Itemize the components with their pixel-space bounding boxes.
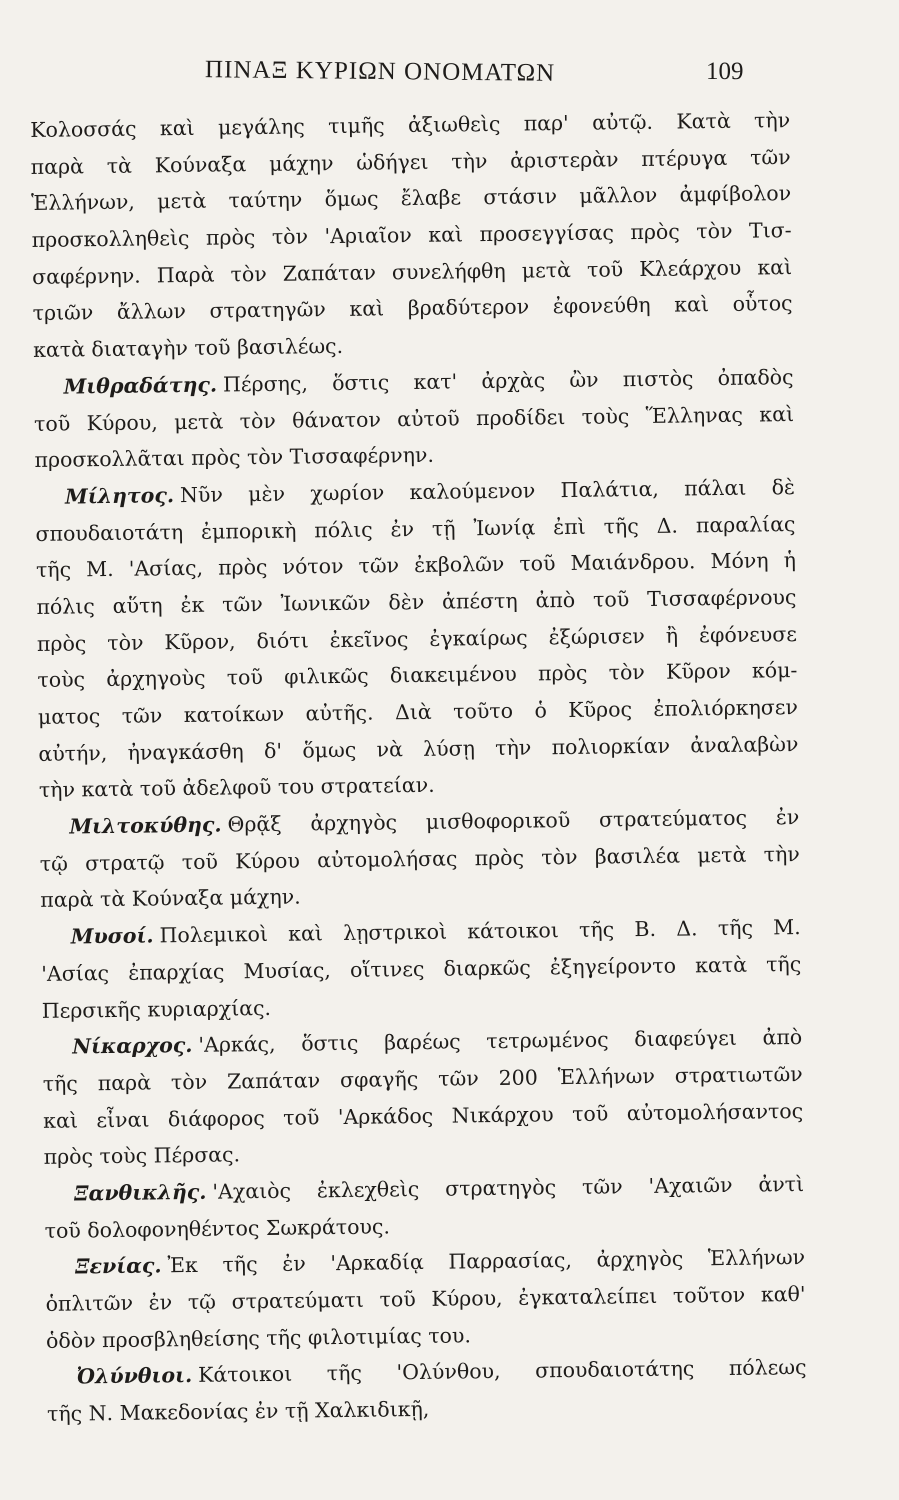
line-text: ὁδὸν προσβληθείσης τῆς φιλοτιμίας του. bbox=[45, 1323, 472, 1353]
line-text: κατὰ διαταγὴν τοῦ βασιλέως. bbox=[32, 334, 344, 363]
line-text: παρὰ τὰ Κούναξα μάχην. bbox=[40, 884, 301, 913]
line-text: τοὺς ἀρχηγοὺς τοῦ φιλικῶς διακειμένου πρὸς τὸν Κῦρον κόμ- bbox=[37, 658, 798, 693]
line-text: σπουδαιοτάτη ἐμπορικὴ πόλις ἐν τῇ Ἰωνίᾳ ἐπὶ τῆς Δ. παραλίας bbox=[35, 511, 796, 546]
line-text: τῆς Μ. 'Ασίας, πρὸς νότον τῶν ἐκβολῶν τοῦ Μαιάνδρου. Μόνη ἡ bbox=[35, 548, 797, 583]
line-text: Περσικῆς κυριαρχίας. bbox=[41, 995, 272, 1023]
line-text: τῆς παρὰ τὸν Ζαπάταν σφαγῆς τῶν 200 Ἑλλήνων στρατιωτῶν bbox=[42, 1061, 803, 1096]
line-text: τοῦ δολοφονηθέντος Σωκράτους. bbox=[44, 1214, 391, 1243]
line-text: καὶ εἶναι διάφορος τοῦ 'Αρκάδος Νικάρχου τοῦ αὐτομολήσαντος bbox=[43, 1098, 804, 1133]
entry-headword: Μίλητος. bbox=[64, 483, 175, 509]
line-text: Ἑλλήνων, μετὰ ταύτην ὅμως ἔλαβε στάσιν μᾶλλον ἀμφίβολον bbox=[31, 181, 792, 216]
index-entries bbox=[30, 102, 807, 1433]
entry-headword: Μιθραδάτης. bbox=[63, 372, 218, 399]
line-text: Νῦν μὲν χωρίον καλούμενον Παλάτια, πάλαι δὲ bbox=[179, 474, 796, 507]
line-text: Πολεμικοὶ καὶ λῃστρικοὶ κάτοικοι τῆς Β. Δ. τῆς Μ. bbox=[159, 915, 801, 948]
line-text: πόλις αὕτη ἐκ τῶν Ἰωνικῶν δὲν ἀπέστη ἀπὸ τοῦ Τισσαφέρνους bbox=[36, 584, 797, 619]
line-text: Πέρσης, ὅστις κατ' ἀρχὰς ὢν πιστὸς ὀπαδὸς bbox=[222, 364, 794, 397]
line-text: τοῦ Κύρου, μετὰ τὸν θάνατον αὐτοῦ προδίδει τοὺς Ἕλληνας καὶ bbox=[33, 401, 795, 436]
entry-headword: Ξανθικλῆς. bbox=[74, 1179, 207, 1206]
line-text: 'Ασίας ἐπαρχίας Μυσίας, οἵτινες διαρκῶς ἐξηγείροντο κατὰ τῆς bbox=[41, 951, 802, 986]
page-number: 109 bbox=[706, 58, 744, 85]
line-text: τῷ στρατῷ τοῦ Κύρου αὐτομολήσας πρὸς τὸν βασιλέα μετὰ τὴν bbox=[39, 841, 800, 876]
line-text: πρὸς τὸν Κῦρον, διότι ἐκεῖνος ἐγκαίρως ἐξώρισεν ἢ ἐφόνευσε bbox=[36, 621, 798, 656]
line-text: τὴν κατὰ τοῦ ἀδελφοῦ του στρατείαν. bbox=[38, 773, 435, 803]
line-text: Θρᾷξ ἀρχηγὸς μισθοφορικοῦ στρατεύματος ἐν bbox=[227, 805, 800, 837]
line-text: Κολοσσάς καὶ μεγάλης τιμῆς ἀξιωθεὶς παρ' αὐτῷ. Κατὰ τὴν bbox=[30, 108, 791, 142]
line-text: παρὰ τὰ Κούναξα μάχην ὡδήγει τὴν ἀριστερὰν πτέρυγα τῶν bbox=[30, 144, 791, 179]
line-text: τῆς Ν. Μακεδονίας ἐν τῇ Χαλκιδικῇ, bbox=[46, 1396, 430, 1426]
line-text: ματος τῶν κατοίκων αὐτῆς. Διὰ τοῦτο ὁ Κῦρος ἐπολιόρκησεν bbox=[37, 695, 799, 729]
line-text: σαφέρνην. Παρὰ τὸν Ζαπάταν συνελήφθη μετὰ τοῦ Κλεάρχου καὶ bbox=[31, 254, 793, 289]
running-title: ΠΙΝΑΞ ΚΥΡΙΩΝ ΟΝΟΜΑΤΩΝ bbox=[204, 56, 556, 87]
entry-headword: Ξενίας. bbox=[74, 1253, 162, 1279]
line-text: προσκολλᾶται πρὸς τὸν Τισσαφέρνην. bbox=[34, 442, 435, 473]
running-head bbox=[0, 58, 899, 92]
line-text: προσκολληθεὶς πρὸς τὸν 'Αριαῖον καὶ προσεγγίσας πρὸς τὸν Τισ- bbox=[31, 218, 792, 253]
entry-headword: Νίκαρχος. bbox=[72, 1033, 193, 1059]
entry-headword: Μυσοί. bbox=[70, 923, 154, 949]
line-text: τριῶν ἄλλων στρατηγῶν καὶ βραδύτερον ἐφονεύθη καὶ οὗτος bbox=[32, 291, 793, 326]
line-text: αὐτήν, ἠναγκάσθη δ' ὅμως νὰ λύσῃ τὴν πολιορκίαν ἀναλαβὼν bbox=[38, 731, 799, 766]
line-text: Κάτοικοι τῆς 'Ολύνθου, σπουδαιοτάτης πόλεως bbox=[198, 1355, 807, 1388]
line-text: ὁπλιτῶν ἐν τῷ στρατεύματι τοῦ Κύρου, ἐγκαταλείπει τοῦτον καθ' bbox=[45, 1281, 806, 1316]
line-text: πρὸς τοὺς Πέρσας. bbox=[43, 1142, 241, 1170]
line-text: Ἐκ τῆς ἐν 'Αρκαδίᾳ Παρρασίας, ἀρχηγὸς Ἑλλήνων bbox=[167, 1245, 806, 1278]
entry-headword: Μιλτοκύθης. bbox=[69, 812, 222, 839]
line-text: 'Αχαιὸς ἐκλεχθεὶς στρατηγὸς τῶν 'Αχαιῶν ἀντὶ bbox=[212, 1171, 805, 1204]
entry-headword: Ὀλύνθιοι. bbox=[76, 1363, 193, 1389]
line-text: 'Αρκάς, ὅστις βαρέως τετρωμένος διαφεύγει ἀπὸ bbox=[198, 1025, 803, 1058]
